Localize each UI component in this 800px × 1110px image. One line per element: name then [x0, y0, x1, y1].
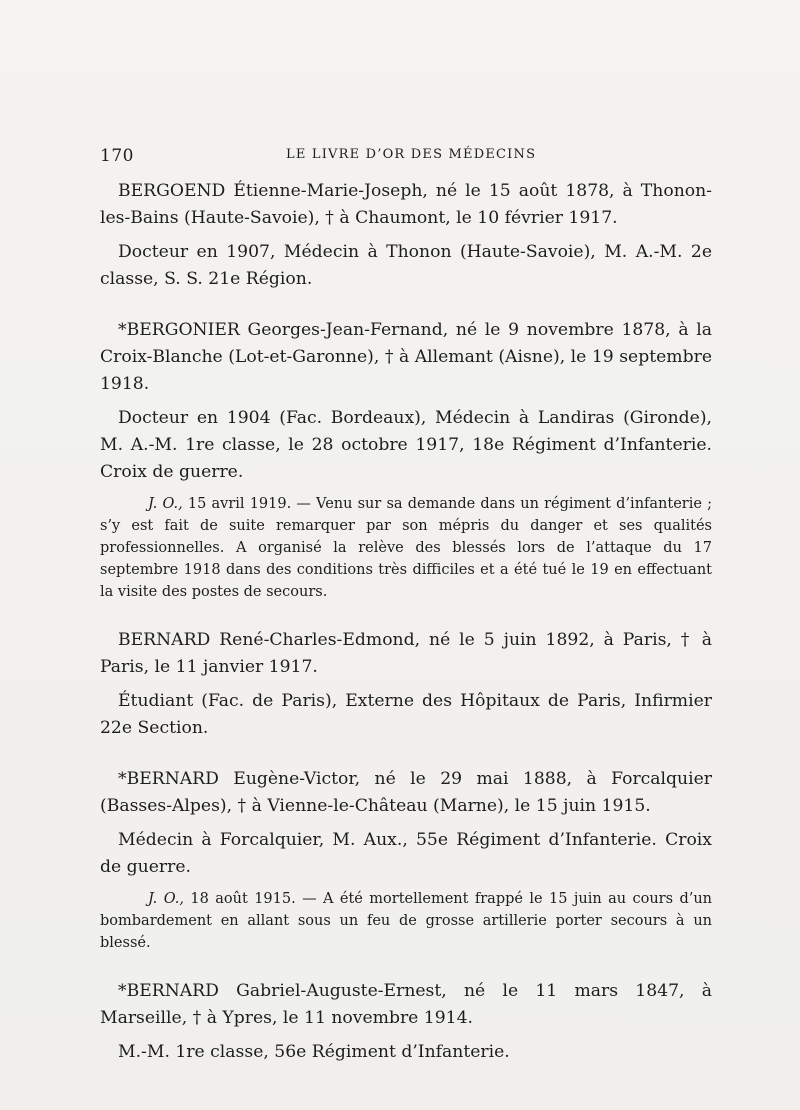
entry-bernard-gabriel — [100, 978, 712, 1066]
running-title: LE LIVRE D’OR DES MÉDECINS — [286, 147, 537, 162]
entry-citation — [100, 888, 712, 954]
entry-career: M.-M. 1re classe, 56e Régiment d’Infanterie. — [118, 1042, 510, 1062]
entry-bernard-rene — [100, 627, 712, 742]
entry-career: Étudiant (Fac. de Paris), Externe des Hôpitaux de Paris, Infirmier 22e Section. — [100, 691, 712, 738]
entry-name-line: BERNARD René-Charles-Edmond, né le 5 juin 1892, à Paris, † à Paris, le 11 janvier 1917. — [100, 630, 712, 677]
entry-citation — [100, 493, 712, 603]
page-content — [100, 178, 712, 1090]
citation-text: 18 août 1915. — A été mortellement frappé le 15 juin au cours d’un bombardement en allant sous un feu de grosse artillerie porter secours à un blessé. — [100, 891, 713, 951]
entry-name-line: *BERNARD Gabriel-Auguste-Ernest, né le 11 mars 1847, à Marseille, † à Ypres, le 11 novembre 1914. — [100, 981, 712, 1028]
page-number: 170 — [100, 146, 134, 166]
entry-name-line: BERGOEND Étienne-Marie-Joseph, né le 15 août 1878, à Thonon-les-Bains (Haute-Savoie), † à Chaumont, le 10 février 1917. — [100, 181, 712, 228]
citation-text: 15 avril 1919. — Venu sur sa demande dans un régiment d’infanterie ; s’y est fait de suite remarquer par son mépris du danger et ses qualités professionnelles. A organisé la relève des blessés lors de l’attaque du 17 septembre 1918 dans des conditions très difficiles et a été tué le 19 en effectuant la visite des postes de secours. — [100, 496, 712, 600]
entry-bernard-eugene — [100, 766, 712, 954]
entry-bergoend — [100, 178, 712, 293]
entry-career: Docteur en 1907, Médecin à Thonon (Haute-Savoie), M. A.-M. 2e classe, S. S. 21e Région. — [100, 242, 712, 289]
entry-career: Docteur en 1904 (Fac. Bordeaux), Médecin à Landiras (Gironde), M. A.-M. 1re classe, le 28 octobre 1917, 18e Régiment d’Infanterie. Croix de guerre. — [100, 408, 712, 482]
citation-source: J. O., — [148, 496, 183, 512]
entry-career: Médecin à Forcalquier, M. Aux., 55e Régiment d’Infanterie. Croix de guerre. — [100, 830, 712, 877]
entry-bergonier — [100, 317, 712, 603]
citation-source: J. O., — [148, 891, 184, 907]
entry-name-line: *BERNARD Eugène-Victor, né le 29 mai 1888, à Forcalquier (Basses-Alpes), † à Vienne-le-Château (Marne), le 15 juin 1915. — [100, 769, 712, 816]
entry-name-line: *BERGONIER Georges-Jean-Fernand, né le 9 novembre 1878, à la Croix-Blanche (Lot-et-Garonne), † à Allemant (Aisne), le 19 septembre 1918. — [100, 320, 712, 394]
